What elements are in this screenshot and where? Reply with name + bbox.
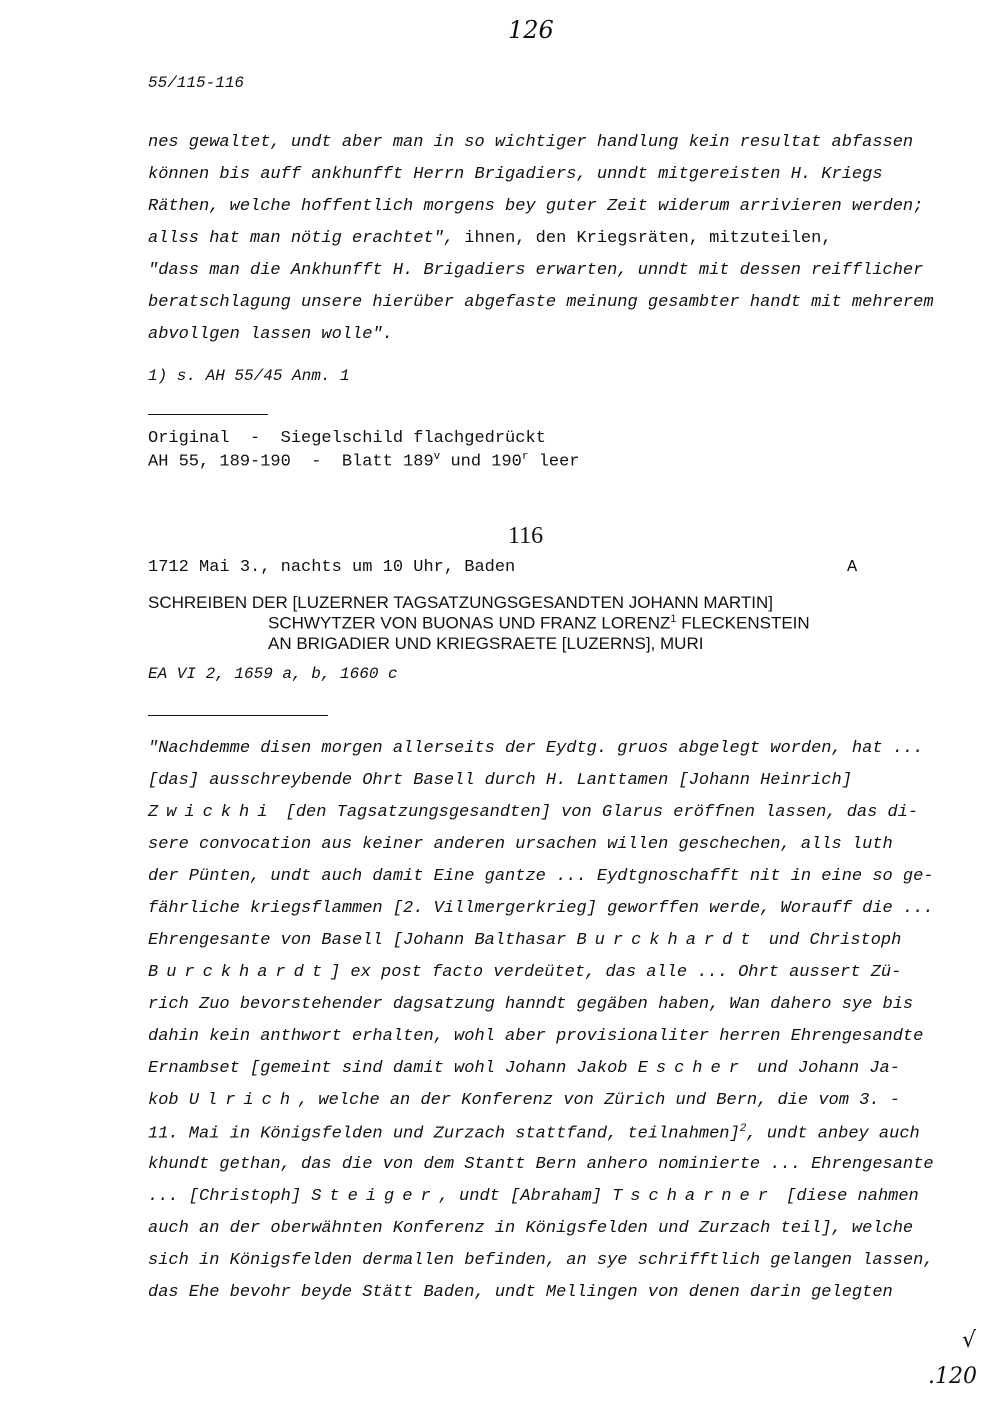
text-segment: 11. Mai in Königsfelden und Zurzach stattfand, teilnahmen]: [148, 1124, 740, 1144]
text-segment: leer: [528, 452, 580, 472]
text-segment: Burckhardt: [576, 931, 759, 950]
text-segment: SCHWYTZER VON BUONAS UND FRANZ LORENZ: [268, 613, 671, 633]
text-segment: Steiger: [311, 1187, 439, 1206]
text-segment: [den Tagsatzungsgesandten] von Glarus eröffnen lassen, das di-: [275, 803, 919, 822]
source-note-line-2: [148, 451, 580, 472]
text-line: der Pünten, undt auch damit Eine gantze ... Eydtgnoschafft nit in eine so ge-: [148, 867, 934, 886]
text-segment: ... [Christoph]: [148, 1187, 312, 1206]
text-line: khundt gethan, das die von dem Stantt Bern anhero nominierte ... Ehrengesante: [148, 1155, 934, 1174]
document-heading-line-2: [268, 613, 810, 634]
text-segment: und Johann Ja-: [746, 1059, 900, 1078]
text-line: das Ehe bevohr beyde Stätt Baden, undt Mellingen von denen darin gelegten: [148, 1283, 893, 1302]
document-reference: 55/115-116: [148, 74, 245, 92]
text-line: beratschlagung unsere hierüber abgefaste meinung gesambter handt mit mehrerem: [148, 293, 934, 312]
text-segment: und 190: [440, 452, 522, 472]
handwritten-check-mark: √: [962, 1328, 977, 1353]
text-line: [148, 1123, 920, 1144]
text-line: [148, 803, 918, 822]
text-segment: Burckhardt: [148, 963, 331, 982]
document-number: 116: [508, 523, 544, 549]
text-segment: allss hat man nötig erachtet",: [148, 229, 455, 248]
superscript: 2: [739, 1123, 747, 1135]
text-line: rich Zuo bevorstehender dagsatzung hanndt gegäben haben, Wan dahero sye bis: [148, 995, 914, 1014]
handwritten-folio-number: .120: [928, 1364, 977, 1389]
text-segment: kob: [148, 1091, 189, 1110]
document-heading-line-1: SCHREIBEN DER [LUZERNER TAGSATZUNGSGESANDTEN JOHANN MARTIN]: [148, 593, 773, 612]
text-segment: FLECKENSTEIN: [676, 613, 810, 633]
text-line: [148, 1187, 919, 1206]
source-note-line-1: Original - Siegelschild flachgedrückt: [148, 429, 546, 448]
text-line: [das] ausschreybende Ohrt Basell durch H. Lanttamen [Johann Heinrich]: [148, 771, 852, 790]
text-segment: Ehrengesante von Basell [Johann Balthasar: [148, 931, 577, 950]
text-segment: AH 55, 189-190 - Blatt 189: [148, 452, 434, 472]
text-segment: Ernambset [gemeint sind damit wohl Johann Jakob: [148, 1059, 638, 1078]
separator-rule: [148, 414, 268, 415]
document-type-letter: A: [847, 558, 858, 577]
text-line: nes gewaltet, undt aber man in so wichtiger handlung kein resultat abfassen: [148, 133, 914, 152]
text-segment: Tscharner: [612, 1187, 776, 1206]
text-line: [148, 1059, 900, 1078]
text-segment: , welche an der Konferenz von Zürich und Bern, die vom 3. -: [298, 1091, 900, 1110]
document-date: 1712 Mai 3., nachts um 10 Uhr, Baden: [148, 558, 516, 577]
text-line: können bis auff ankhunfft Herrn Brigadiers, unndt mitgereisten H. Kriegs: [148, 165, 883, 184]
text-line: Räthen, welche hoffentlich morgens bey guter Zeit widerum arrivieren werden;: [148, 197, 924, 216]
text-line: fährliche kriegsflammen [2. Villmergerkrieg] geworffen werde, Worauff die ...: [148, 899, 934, 918]
text-line: abvollgen lassen wolle".: [148, 325, 393, 344]
text-line: "dass man die Ankhunfft H. Brigadiers erwarten, unndt mit dessen reifflicher: [148, 261, 924, 280]
text-segment: Escher: [637, 1059, 747, 1078]
text-line: dahin kein anthwort erhalten, wohl aber provisionaliter herren Ehrengesandte: [148, 1027, 924, 1046]
text-segment: Ulrich: [188, 1091, 299, 1110]
text-line: [148, 1091, 900, 1110]
superscript: r: [521, 451, 529, 463]
text-line: [148, 931, 901, 950]
text-segment: ihnen, den Kriegsräten, mitzuteilen,: [454, 229, 832, 248]
text-line: auch an der oberwähnten Konferenz in Königsfelden und Zurzach teil], welche: [148, 1219, 914, 1238]
superscript: 1: [670, 613, 677, 625]
text-segment: Zwickhi: [148, 803, 276, 822]
text-line: [148, 229, 832, 248]
document-reference-ea: EA VI 2, 1659 a, b, 1660 c: [148, 665, 398, 683]
superscript: v: [433, 451, 441, 463]
text-segment: , undt [Abraham]: [438, 1187, 613, 1206]
handwritten-page-number: 126: [508, 16, 554, 44]
text-line: [148, 963, 901, 982]
text-segment: , undt anbey auch: [746, 1124, 920, 1144]
text-segment: ] ex post facto verdeütet, das alle ... Ohrt aussert Zü-: [330, 963, 902, 982]
text-segment: [diese nahmen: [775, 1187, 919, 1206]
text-line: "Nachdemme disen morgen allerseits der Eydtg. gruos abgelegt worden, hat ...: [148, 739, 924, 758]
document-heading-line-3: AN BRIGADIER UND KRIEGSRAETE [LUZERNS], MURI: [268, 634, 704, 653]
separator-rule: [148, 715, 328, 716]
footnote: 1) s. AH 55/45 Anm. 1: [148, 367, 350, 385]
text-line: sere convocation aus keiner anderen ursachen willen geschechen, alls luth: [148, 835, 893, 854]
text-line: sich in Königsfelden dermallen befinden, an sye schrifftlich gelangen lassen,: [148, 1251, 934, 1270]
text-segment: und Christoph: [758, 931, 902, 950]
